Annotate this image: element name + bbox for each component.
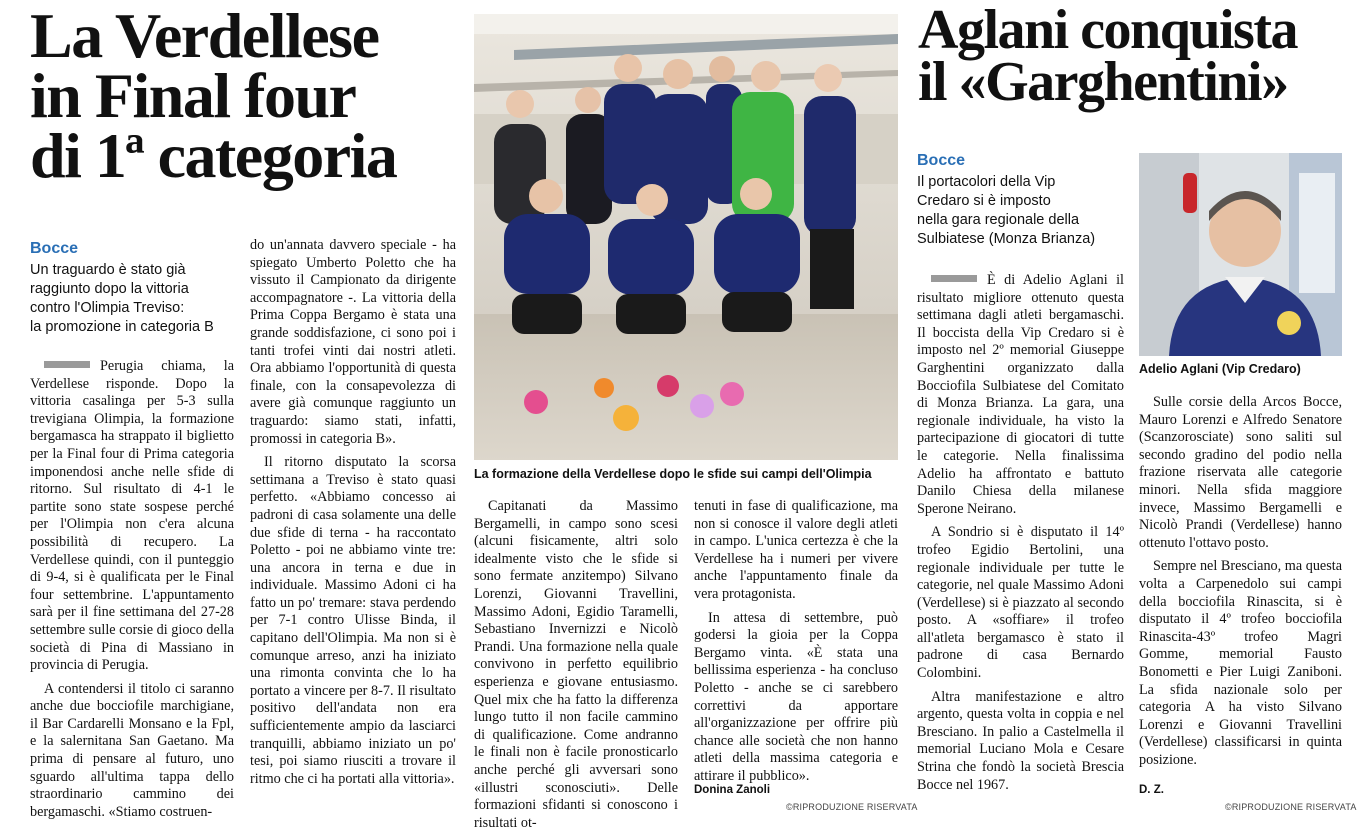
portrait-photo-caption: Adelio Aglani (Vip Credaro) bbox=[1139, 362, 1301, 376]
summary-line: la promozione in categoria B bbox=[30, 319, 214, 335]
article-paragraph: Sulle corsie della Arcos Bocce, Mauro Lorenzi e Alfredo Senatore (Scanzorosciate) sono saliti sul secondo gradino del podio nella frazione riservata alle categorie minori. Nella sfida maggiore invece, Massimo Bergamelli e Nicolò Prandi (Verdellese) hanno ottenuto l'ottavo posto. bbox=[1139, 394, 1342, 551]
left-signature: Donina Zanoli bbox=[694, 784, 771, 796]
right-copyright: ©RIPRODUZIONE RISERVATA bbox=[1225, 802, 1357, 812]
summary-line: nella gara regionale della bbox=[917, 212, 1080, 228]
left-article-column-1 bbox=[30, 358, 234, 821]
right-headline bbox=[918, 0, 1297, 113]
article-paragraph: È di Adelio Aglani il risultato migliore ottenuto questa settimana dagli atleti bergamaschi. Il boccista della Vip Credaro si è imposto nel 2º memorial Giuseppe Garghentini organizzato dalla Bocciofila Sulbiatese del Comitato di Monza Brianza. La gara, una regionale individuale, ha visto la partecipazione di giocatori di tutte le categorie. Nella finalissima Adelio ha affrontato e battuto Danilo Chiesa della milanese Sperone Neirano. bbox=[917, 272, 1124, 517]
article-paragraph: A Sondrio si è disputato il 14º trofeo Egidio Bertolini, una regionale individuale per tutte le categorie, nel quale Massimo Adoni (Verdellese) si è piazzato al secondo posto. A «soffiare» il trofeo all'atleta bergamasco è stato il padrone di casa Bernardo Colombini. bbox=[917, 524, 1124, 682]
summary-line: Credaro si è imposto bbox=[917, 193, 1051, 209]
left-article-column-2 bbox=[250, 237, 456, 788]
paragraph-rule bbox=[44, 361, 90, 368]
article-paragraph: Altra manifestazione e altro argento, questa volta in coppia e nel Bresciano. In palio a Castelmella il memorial Luciano Mola e Cesare Strina che fondò la società Brescia Bocce nel 1967. bbox=[917, 688, 1124, 793]
article-paragraph: tenuti in fase di qualificazione, ma non si conosce il valore degli atleti in campo. L'unica certezza è che la Verdellese ha i numeri per vivere anche l'appuntamento finale da vera protagonista. bbox=[694, 498, 898, 602]
right-kicker: Bocce bbox=[917, 152, 966, 169]
article-paragraph: In attesa di settembre, può godersi la gioia per la Coppa Bergamo vinta. «È stata una bellissima esperienza - ha concluso Poletto - anche se ci sarebbero correttivi da apportare all'organizzazione per offrire più chance alle società che non hanno atleti della massima categoria e attirare il pubblico». bbox=[694, 609, 898, 784]
headline-line: di 1ª categoria bbox=[30, 120, 397, 191]
article-paragraph: Perugia chiama, la Verdellese risponde. Dopo la vittoria casalinga per 5-3 sulla trevigiana Olimpia, la formazione bergamasca ha strappato il biglietto per la Final four di Prima categoria imponendosi anche nelle sfide di ritorno. Sul risultato di 4-1 le partite sono state sospese perché per l'Olimpia non c'era alcuna possibilità di recupero. La Verdellese quindi, con il punteggio di 9-4, si è qualificata per le Final four settembrine. L'appuntamento sarà per il fine settimana del 27-28 settembre sulle corsie di gioco della società di Pina di Massiano in provincia di Perugia. bbox=[30, 358, 234, 674]
summary-line: contro l'Olimpia Treviso: bbox=[30, 300, 185, 316]
headline-line: La Verdellese bbox=[30, 0, 379, 71]
headline-line: Aglani conquista bbox=[918, 0, 1297, 61]
left-headline bbox=[30, 0, 397, 191]
right-signature: D. Z. bbox=[1139, 784, 1164, 796]
left-article-column-4 bbox=[694, 498, 898, 786]
left-summary bbox=[30, 261, 214, 337]
article-paragraph: Capitanati da Massimo Bergamelli, in campo sono scesi (alcuni fisicamente, altri solo idealmente visto che le sfide si sono fermate anzitempo) Silvano Lorenzi, Giovanni Travellini, Massimo Adoni, Egidio Taramelli, Sebastiano Invernizzi e Nicolò Prandi. Una formazione nella quale convivono in perfetto equilibrio esperienza e giovane entusiasmo. Quel mix che ha fatto la differenza lungo tutto il non facile cammino di qualificazione. Come andranno le finali non è facile pronosticarlo anche perché gli avversari sono «illustri sconosciuti». Delle formazioni sfidanti si conoscono i risultati ot- bbox=[474, 498, 678, 831]
team-photo bbox=[474, 14, 898, 460]
paragraph-rule bbox=[931, 275, 977, 282]
headline-line: il «Garghentini» bbox=[918, 51, 1288, 113]
summary-line: Il portacolori della Vip bbox=[917, 174, 1056, 190]
article-paragraph: Sempre nel Bresciano, ma questa volta a Carpenedolo sui campi della bocciofila Rinascita, si è disputato il 4º trofeo bocciofila Rinascita-43º trofeo Magri Gomme, memorial Fausto Bonometti e Pier Luigi Zaniboni. La sfida nazionale solo per categoria A ha visto Silvano Lorenzi e Giovanni Travellini (Verdellese) classificarsi in quinta posizione. bbox=[1139, 558, 1342, 768]
portrait-photo bbox=[1139, 153, 1342, 356]
right-article-column-1 bbox=[917, 272, 1124, 794]
summary-line: Un traguardo è stato già bbox=[30, 262, 186, 278]
summary-line: Sulbiatese (Monza Brianza) bbox=[917, 231, 1096, 247]
left-kicker: Bocce bbox=[30, 240, 79, 257]
left-article-column-3 bbox=[474, 498, 678, 831]
team-photo-caption: La formazione della Verdellese dopo le sfide sui campi dell'Olimpia bbox=[474, 467, 872, 481]
right-article-column-2 bbox=[1139, 394, 1342, 769]
right-summary bbox=[917, 173, 1095, 249]
headline-line: in Final four bbox=[30, 60, 356, 131]
article-paragraph: Il ritorno disputato la scorsa settimana a Treviso è stato quasi perfetto. «Abbiamo concesso ai padroni di casa solamente una delle due sfide di terna - ha raccontato Poletto - poi ne abbiamo vinte tre: una ancora in terna e due in individuale. Massimo Adoni ci ha fatto un po' tremare: stava perdendo per 7-1 contro Ulisse Binda, il capitano dell'Olimpia. Ma non si è comunque arreso, anzi ha iniziato una rimonta convinta che lo ha portato a vincere per 8-7. Il risultato positivo dell'andata non era sufficientemente ampio da lasciarci tranquilli, abbiamo iniziato un po' tesi, poi siamo riusciti a trovare il ritmo che ci ha portati alla vittoria». bbox=[250, 454, 456, 787]
article-paragraph: A contendersi il titolo ci saranno anche due bocciofile marchigiane, il Bar Cardarelli Monsano e la Fpl, e la salernitana San Gaetano. Ma prima di pensare al futuro, uno sguardo all'ultima tappa dello straordinario cammino dei bergamaschi. «Stiamo costruen- bbox=[30, 680, 234, 820]
article-paragraph: do un'annata davvero speciale - ha spiegato Umberto Poletto che ha vissuto il Campionato da dirigente accompagnatore -. La vittoria della Prima Coppa Bergamo è stata una grande soddisfazione, ci sono poi i tanti trofei vinti dai nostri atleti. Ora abbiamo l'opportunità di questa finale, con la consapevolezza di avere già comunque raggiunto un traguardo: siamo stati, infatti, promossi in categoria B». bbox=[250, 237, 456, 447]
summary-line: raggiunto dopo la vittoria bbox=[30, 281, 189, 297]
left-copyright: ©RIPRODUZIONE RISERVATA bbox=[786, 802, 918, 812]
